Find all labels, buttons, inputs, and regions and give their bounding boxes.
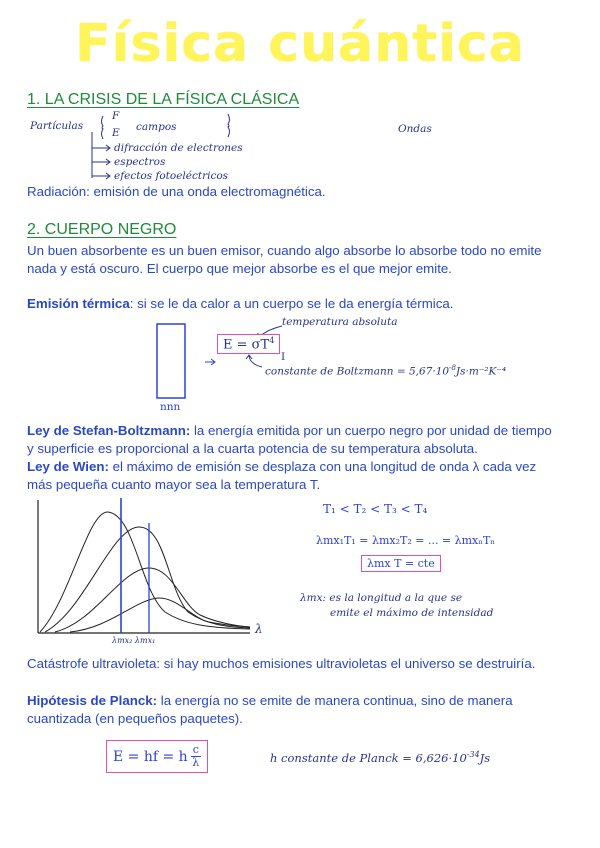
planck-fraction	[191, 744, 201, 769]
lambda-definition-1: λmx: es la longitud a la que se	[300, 592, 463, 604]
wien-law-text: el máximo de emisión se desplaza con una longitud de onda λ cada vez más pequeña cuanto mayor sea la temperatura T.	[27, 459, 537, 492]
thermal-emission-text: : si se le da calor a un cuerpo se le da energía térmica.	[129, 296, 454, 311]
stefan-formula-exponent: 4	[269, 336, 275, 345]
black-body-intro: Un buen absorbente es un buen emisor, cuando algo absorbe lo absorbe todo no emite nada y está oscuro. El cuerpo que mejor absorbe es el que mejor emite.	[27, 243, 542, 276]
page-title: Física cuántica	[75, 14, 525, 74]
axis-lambda-label: λ	[255, 622, 263, 636]
axis-lambda-ticks: λmx₂ λmx₁	[112, 636, 156, 645]
lambda-chain: λmx₁T₁ = λmx₂T₂ = ... = λmxₙTₙ	[316, 534, 496, 547]
i-mark: I	[281, 351, 286, 363]
curve-T1	[70, 598, 250, 632]
wien-graph	[38, 498, 250, 633]
curve-T4	[40, 512, 250, 632]
planck-fraction-numerator: c	[192, 743, 199, 756]
catastrophe-text: Catástrofe ultravioleta: si hay muchos emisiones ultravioletas el universo se destruiría.	[27, 656, 536, 671]
emission-arrow	[205, 359, 215, 365]
curve-T2	[55, 568, 250, 632]
campos-brace	[228, 114, 230, 137]
lambda-definition-2: emite el máximo de intensidad	[330, 607, 494, 619]
branch-e: E	[112, 127, 120, 139]
stefan-formula-box	[217, 334, 280, 354]
wien-law-label: Ley de Wien:	[27, 459, 109, 474]
black-body-label: nnn	[160, 401, 181, 413]
boltzmann-constant: constante de Boltzmann = $5,67\cdot 10^{-8}Js\cdot m^{-2}K^{-4}$	[265, 364, 507, 378]
temperature-inequality: T₁ < T₂ < T₃ < T₄	[323, 502, 428, 516]
curve-T3	[45, 527, 250, 632]
tree-item-1: difracción de electrones	[114, 142, 243, 154]
stefan-law-label: Ley de Stefan-Boltzmann:	[27, 423, 191, 438]
thermal-emission-label: Emisión térmica	[27, 296, 130, 311]
campos-label: campos	[136, 121, 177, 133]
branch-f: F	[112, 110, 120, 122]
section-1-heading: 1. LA CRISIS DE LA FÍSICA CLÁSICA	[27, 91, 300, 108]
planck-formula-main: E = hf = h	[113, 748, 188, 765]
planck-text: la energía no se emite de manera continua, sino de manera cuantizada (en pequeños paquetes).	[27, 693, 513, 726]
tree-arrow-3	[92, 173, 110, 179]
planck-fraction-denominator: λ	[192, 756, 200, 769]
stefan-law-paragraph	[27, 422, 557, 458]
tree-item-3: efectos fotoeléctricos	[114, 170, 229, 182]
black-body-rect	[157, 324, 185, 398]
tree-arrow-1	[92, 145, 110, 151]
planck-label: Hipótesis de Planck:	[27, 693, 158, 708]
planck-paragraph	[27, 692, 557, 728]
planck-formula-box	[106, 740, 208, 773]
radiation-text: Radiación: emisión de una onda electromagnética.	[27, 184, 326, 199]
tree-item-2: espectros	[114, 156, 166, 168]
temperature-absolute-label: temperatura absoluta	[282, 316, 398, 328]
particles-label: Partículas	[30, 120, 84, 132]
boltzmann-arrow	[246, 355, 262, 367]
stefan-law-text: la energía emitida por un cuerpo negro por unidad de tiempo y superficie es proporcional a la cuarta potencia de su temperatura absoluta.	[27, 423, 552, 456]
stefan-formula: E = σT	[223, 337, 270, 353]
lambda-constant-box: λmx T = cte	[361, 555, 441, 572]
tree-arrow-2	[92, 159, 110, 165]
thermal-emission-paragraph	[27, 295, 557, 313]
wien-law-paragraph	[27, 458, 557, 494]
ondas-label: Ondas	[398, 123, 432, 135]
particles-brace	[102, 116, 104, 139]
planck-constant: h constante de Planck = $6,626\cdot 10^{-34}Js$	[270, 750, 491, 765]
section-2-heading: 2. CUERPO NEGRO	[27, 221, 177, 238]
